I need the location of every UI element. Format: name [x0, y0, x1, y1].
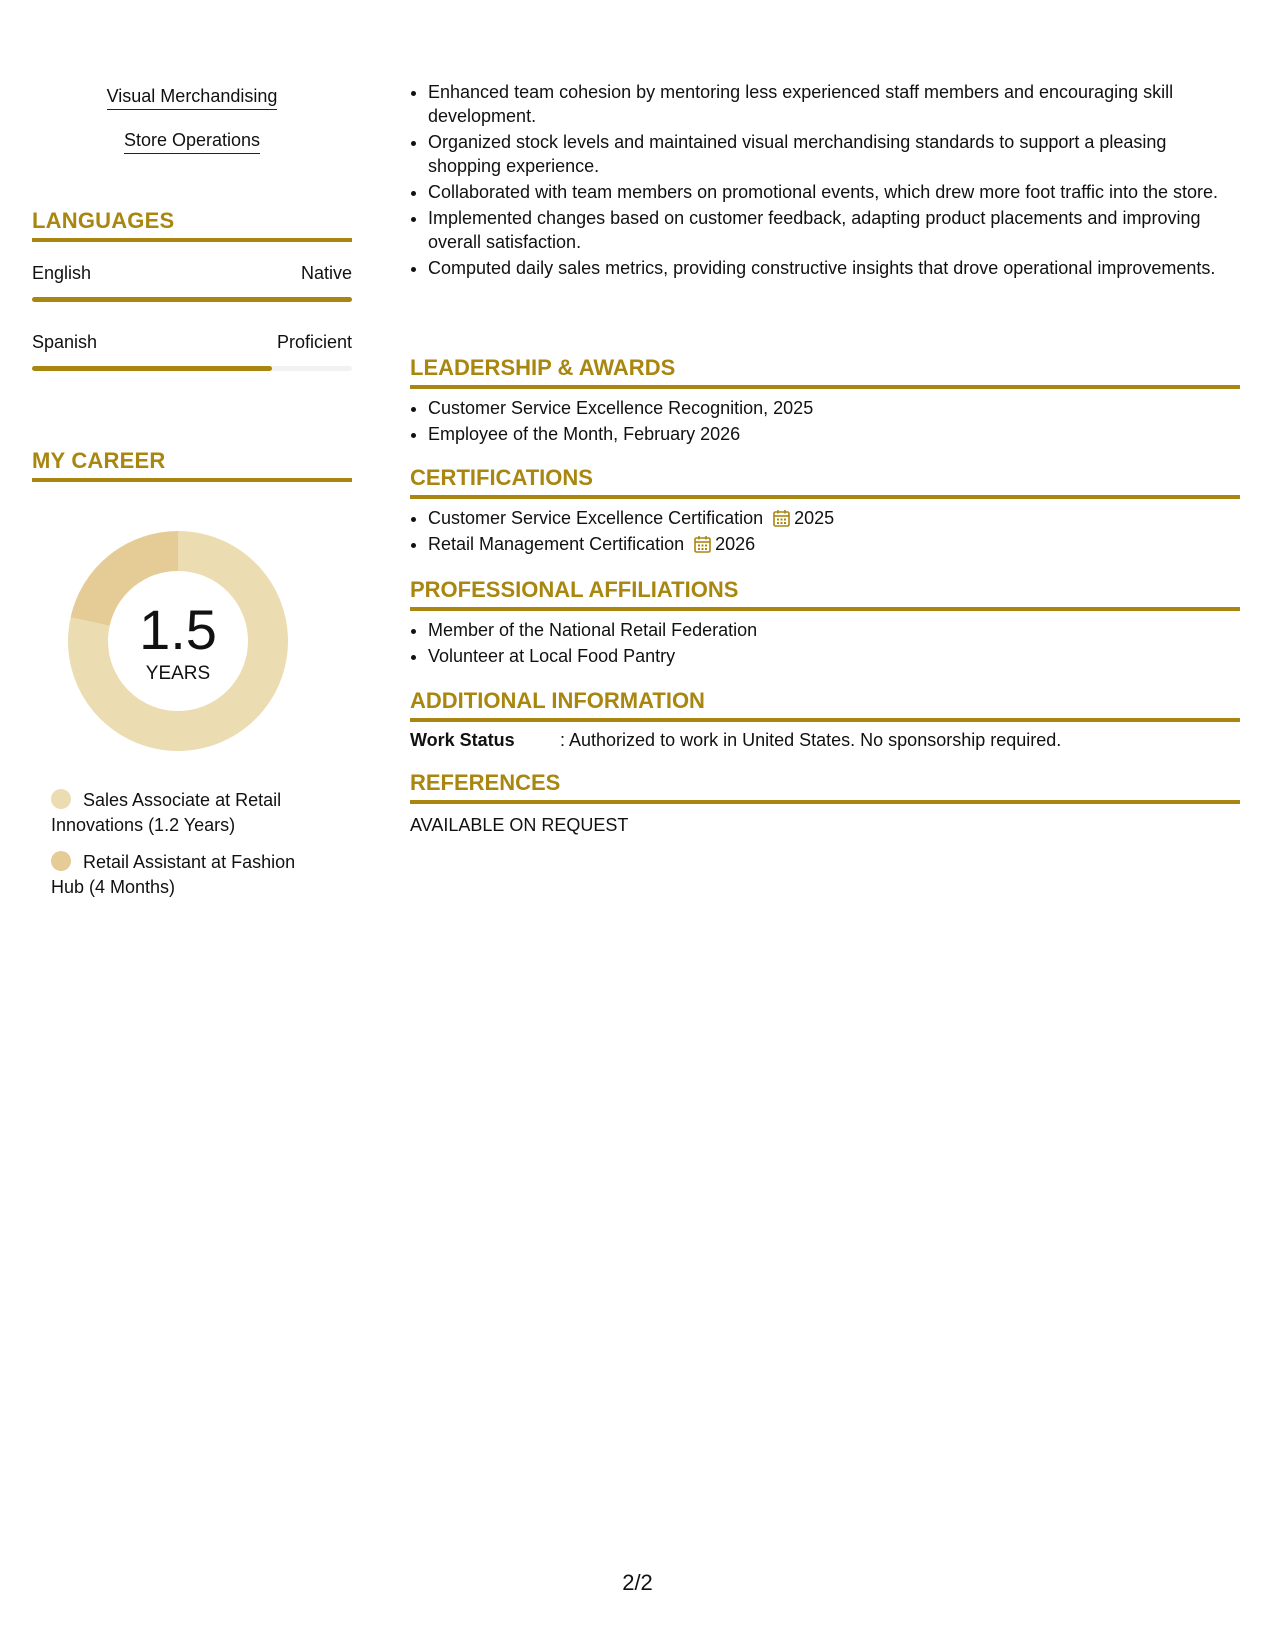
certification-item	[428, 506, 1240, 530]
affiliation-item: • Volunteer at Local Food Pantry	[428, 644, 1240, 668]
certification-year: 2026	[715, 534, 756, 554]
experience-bullet: • Computed daily sales metrics, providing constructive insights that drove operational improvements.	[428, 256, 1240, 280]
additional-info-heading: ADDITIONAL INFORMATION	[410, 688, 1240, 722]
career-legend-item	[51, 788, 321, 838]
affiliations-heading: PROFESSIONAL AFFILIATIONS	[410, 577, 1240, 611]
award-item: • Customer Service Excellence Recognition, 2025	[428, 396, 1240, 420]
award-item: • Employee of the Month, February 2026	[428, 422, 1240, 446]
skill-tag	[32, 86, 352, 110]
language-proficiency-fill	[32, 366, 272, 371]
experience-bullet: • Organized stock levels and maintained visual merchandising standards to support a pleasing shopping experience.	[428, 130, 1240, 178]
certification-item	[428, 532, 1240, 556]
career-total-years: 1.5	[139, 598, 217, 661]
language-proficiency-fill	[32, 297, 352, 302]
language-proficiency-bar	[32, 366, 352, 371]
affiliations-list	[410, 618, 1240, 670]
certifications-heading: CERTIFICATIONS	[410, 465, 1240, 499]
calendar-icon	[694, 535, 711, 553]
work-status-value: : Authorized to work in United States. No sponsorship required.	[560, 730, 1062, 750]
experience-bullet: • Collaborated with team members on promotional events, which drew more foot traffic into the store.	[428, 180, 1240, 204]
experience-bullet: • Enhanced team cohesion by mentoring less experienced staff members and encouraging skill development.	[428, 80, 1240, 128]
career-legend-label: Sales Associate at Retail Innovations (1.2 Years)	[51, 790, 282, 835]
certifications-list	[410, 506, 1240, 558]
affiliation-item: • Member of the National Retail Federation	[428, 618, 1240, 642]
language-name: Spanish	[32, 332, 98, 352]
language-level: Native	[300, 263, 352, 283]
experience-bullets	[410, 80, 1240, 282]
career-total-unit: YEARS	[145, 663, 211, 684]
skill-label: Visual Merchandising	[107, 86, 278, 110]
certification-name: Customer Service Excellence Certification	[428, 508, 764, 528]
awards-heading: LEADERSHIP & AWARDS	[410, 355, 1240, 389]
awards-list	[410, 396, 1240, 448]
work-status-label: Work Status	[410, 730, 515, 750]
work-status-row	[410, 730, 1061, 751]
calendar-icon	[773, 509, 790, 527]
career-donut-chart	[65, 528, 291, 754]
page-number: 2/2	[622, 1570, 653, 1595]
legend-dot-icon	[51, 851, 71, 871]
certification-name: Retail Management Certification	[428, 534, 685, 554]
career-heading: MY CAREER	[32, 448, 352, 482]
language-name: English	[32, 263, 92, 283]
languages-heading: LANGUAGES	[32, 208, 352, 242]
language-proficiency-bar	[32, 297, 352, 302]
language-level: Proficient	[276, 332, 352, 352]
career-legend-item	[51, 850, 321, 900]
career-legend-label: Retail Assistant at Fashion Hub (4 Months)	[51, 852, 296, 897]
skill-tag	[32, 130, 352, 154]
legend-dot-icon	[51, 789, 71, 809]
references-text: AVAILABLE ON REQUEST	[410, 815, 629, 835]
experience-bullet: • Implemented changes based on customer feedback, adapting product placements and improving overall satisfaction.	[428, 206, 1240, 254]
references-heading: REFERENCES	[410, 770, 1240, 804]
certification-year: 2025	[794, 508, 835, 528]
skill-label: Store Operations	[124, 130, 260, 154]
